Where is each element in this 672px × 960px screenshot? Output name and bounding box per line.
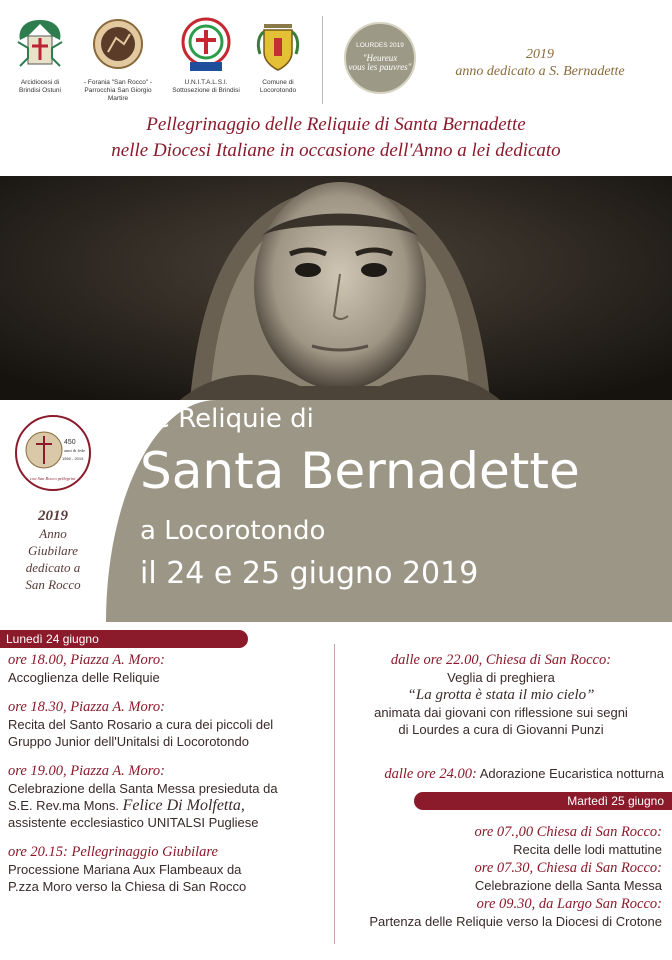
archdiocese-logo — [0, 14, 80, 95]
seal-450-text: 450 — [64, 439, 76, 446]
lourdes-badge-year: LOURDES 2019 — [356, 42, 404, 49]
seal-years-text: 1569 - 2019 — [62, 456, 84, 461]
celebrant-name: Felice Di Molfetta, — [122, 797, 245, 814]
title-line-relics: Le Reliquie di — [140, 404, 314, 434]
unitalsi-logo — [166, 14, 246, 95]
logo-strip — [0, 0, 672, 112]
event-2400-adoration — [384, 766, 664, 783]
event-time-place: ore 20.15: Pellegrinaggio Giubilare — [8, 844, 218, 860]
comune-caption: Comune di Locorotondo — [259, 79, 297, 94]
forania-logo — [78, 14, 158, 103]
celebrant-title: S.E. Rev.ma Mons. — [8, 798, 120, 813]
year-dedication-note — [420, 46, 660, 80]
event-time-place: ore 07.30, Chiesa di San Rocco: — [474, 860, 662, 876]
forania-caption: - Forania "San Rocco" - Parrocchia San Giorgio Martire — [83, 79, 153, 102]
event-time-place: ore 18.30, Piazza A. Moro: — [8, 699, 165, 715]
unitalsi-caption: U.N.I.T.A.L.S.I. Sottosezione di Brindisi — [172, 79, 240, 94]
jubilee-year: 2019 — [38, 508, 68, 524]
seal-faith-text: anni di fede — [64, 448, 86, 453]
event-0700 — [342, 824, 662, 858]
event-1800 — [8, 652, 323, 686]
event-time-place: ore 07.,00 Chiesa di San Rocco: — [474, 824, 662, 840]
portrait-illustration-icon — [0, 176, 672, 400]
bernadette-portrait-photo — [0, 176, 672, 400]
event-description: Celebrazione della Santa Messa — [474, 878, 662, 893]
heading-line-1: Pellegrinaggio delle Reliquie di Santa Bernadette — [146, 114, 526, 135]
unitalsi-emblem-icon — [178, 14, 234, 76]
day-1-schedule-left — [8, 652, 323, 908]
locorotondo-coat-of-arms-icon — [250, 14, 306, 76]
event-description: Adorazione Eucaristica notturna — [479, 766, 664, 781]
event-time: dalle ore 24.00: — [384, 766, 477, 782]
jubilee-line-4: San Rocco — [25, 577, 81, 592]
saint-george-seal-icon — [90, 14, 146, 76]
event-description: Processione Mariana Aux Flambeaux da — [8, 862, 242, 877]
san-rocco-450-seal-icon — [14, 414, 92, 492]
event-1830 — [8, 699, 323, 750]
event-description: Partenza delle Reliquie verso la Diocesi di Crotone — [369, 914, 662, 929]
day-2-schedule — [342, 824, 662, 932]
event-2015 — [8, 844, 323, 895]
year-note-text: anno dedicato a S. Bernadette — [455, 64, 625, 79]
event-description: di Lourdes a cura di Giovanni Punzi — [398, 722, 604, 737]
event-description: P.zza Moro verso la Chiesa di San Rocco — [8, 879, 247, 894]
lourdes-badge-motto: "Heureux vous les pauvres" — [348, 53, 412, 72]
heading-line-2: nelle Diocesi Italiane in occasione dell'Anno a lei dedicato — [111, 140, 561, 161]
event-2200 — [336, 652, 666, 738]
jubilee-line-2: Giubilare — [27, 543, 79, 558]
event-description: Accoglienza delle Reliquie — [8, 670, 160, 685]
title-line-place: a Locorotondo — [140, 516, 326, 546]
event-description: Celebrazione della Santa Messa presieduta da — [8, 781, 278, 796]
title-line-saint-name: Santa Bernadette — [140, 442, 580, 500]
event-time-place: ore 19.00, Piazza A. Moro: — [8, 763, 165, 779]
day-1-evening-vigil — [336, 652, 666, 751]
day-2-label-bar: Martedì 25 giugno — [414, 792, 672, 810]
event-time-place: dalle ore 22.00, Chiesa di San Rocco: — [390, 652, 612, 668]
year-note-year: 2019 — [526, 47, 554, 62]
archdiocese-crest-icon — [12, 14, 68, 76]
title-line-dates: il 24 e 25 giugno 2019 — [140, 556, 479, 591]
event-description: animata dai giovani con riflessione sui segni — [374, 705, 628, 720]
event-0730 — [342, 860, 662, 894]
vigil-quote: “La grotta è stata il mio cielo” — [407, 687, 595, 703]
logo-separator — [322, 16, 323, 104]
archdiocese-caption: Arcidiocesi di Brindisi Ostuni — [19, 79, 61, 94]
jubilee-line-3: dedicato a — [25, 560, 81, 575]
column-divider — [334, 644, 335, 944]
comune-logo — [238, 14, 318, 95]
jubilee-text — [0, 508, 106, 593]
event-description: assistente ecclesiastico UNITALSI Pugliese — [8, 815, 259, 830]
event-description: Recita del Santo Rosario a cura dei piccoli del — [8, 717, 274, 732]
event-description-celebrant — [8, 797, 323, 814]
day-1-label-bar: Lunedì 24 giugno — [0, 630, 248, 648]
seal-motto-text: con San Rocco pellegrini — [30, 476, 76, 481]
event-0930 — [342, 896, 662, 930]
pilgrimage-heading — [0, 112, 672, 164]
event-time-place: ore 18.00, Piazza A. Moro: — [8, 652, 165, 668]
event-description: Gruppo Junior dell'Unitalsi di Locorotondo — [8, 734, 249, 749]
event-description: Recita delle lodi mattutine — [513, 842, 662, 857]
event-description: Veglia di preghiera — [447, 670, 555, 685]
jubilee-line-1: Anno — [39, 526, 67, 541]
event-time-place: ore 09.30, da Largo San Rocco: — [476, 896, 662, 912]
event-1900 — [8, 763, 323, 831]
lourdes-2019-badge — [344, 22, 416, 94]
